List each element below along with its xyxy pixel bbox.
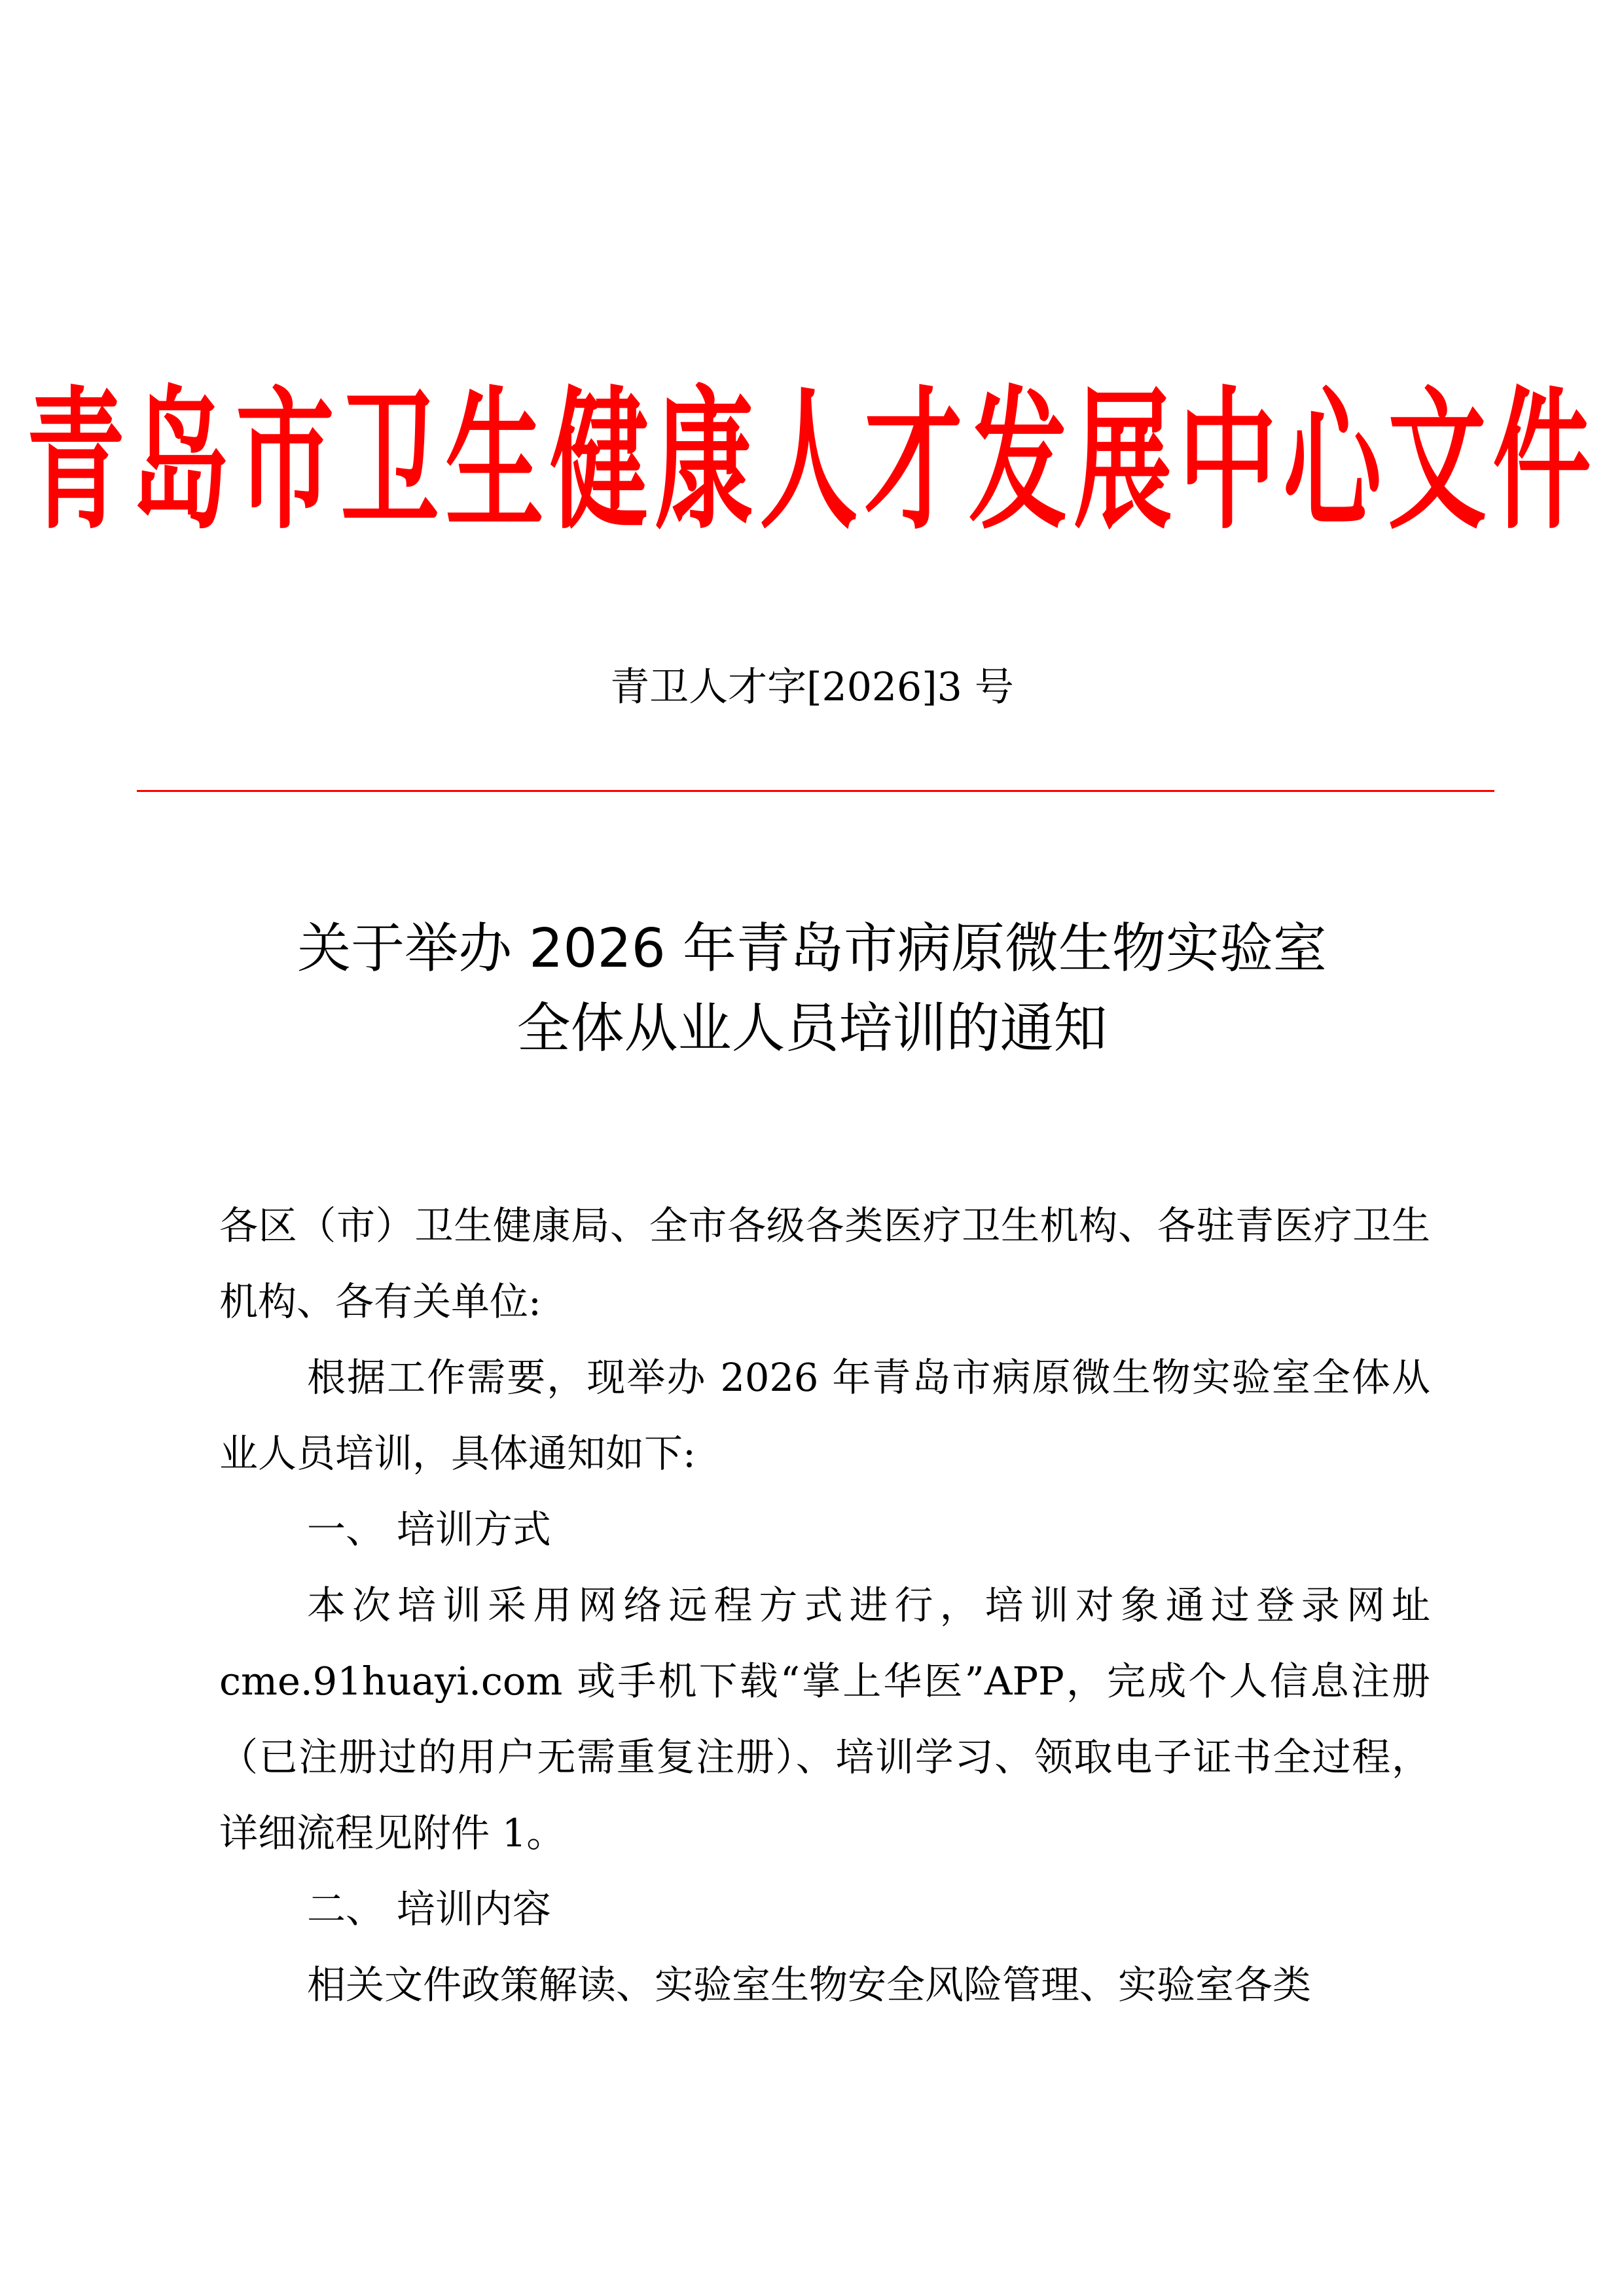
section-heading-training-content: 二、 培训内容	[307, 1886, 551, 1931]
issuing-organization-title: 青岛市卫生健康人才发展中心文件	[26, 374, 1598, 550]
intro-paragraph: 根据工作需要，现举办 2026 年青岛市病原微生物实验室全体从业人员培训，具体通知如下:	[219, 1355, 1430, 1476]
document-number: 青卫人才字[2026]3 号	[610, 664, 1014, 710]
red-divider-line	[137, 790, 1494, 792]
section-heading-training-method: 一、 培训方式	[307, 1507, 551, 1552]
salutation: 各区（市）卫生健康局、全市各级各类医疗卫生机构、各驻青医疗卫生机构、各有关单位:	[219, 1203, 1430, 1324]
training-method-paragraph: 本次培训采用网络远程方式进行，培训对象通过登录网址 cme.91huayi.com 或手机下载“掌上华医”APP，完成个人信息注册（已注册过的用户无需重复注册）、培训学习、领取电子证书全过程，详细流程见附件 1。	[219, 1583, 1430, 1856]
notice-title-line-2: 全体从业人员培训的通知	[516, 997, 1108, 1060]
document-body	[219, 1188, 1430, 2023]
training-content-paragraph: 相关文件政策解读、实验室生物安全风险管理、实验室各类	[307, 1962, 1312, 2007]
notice-title-line-1: 关于举办 2026 年青岛市病原微生物实验室	[297, 918, 1327, 980]
